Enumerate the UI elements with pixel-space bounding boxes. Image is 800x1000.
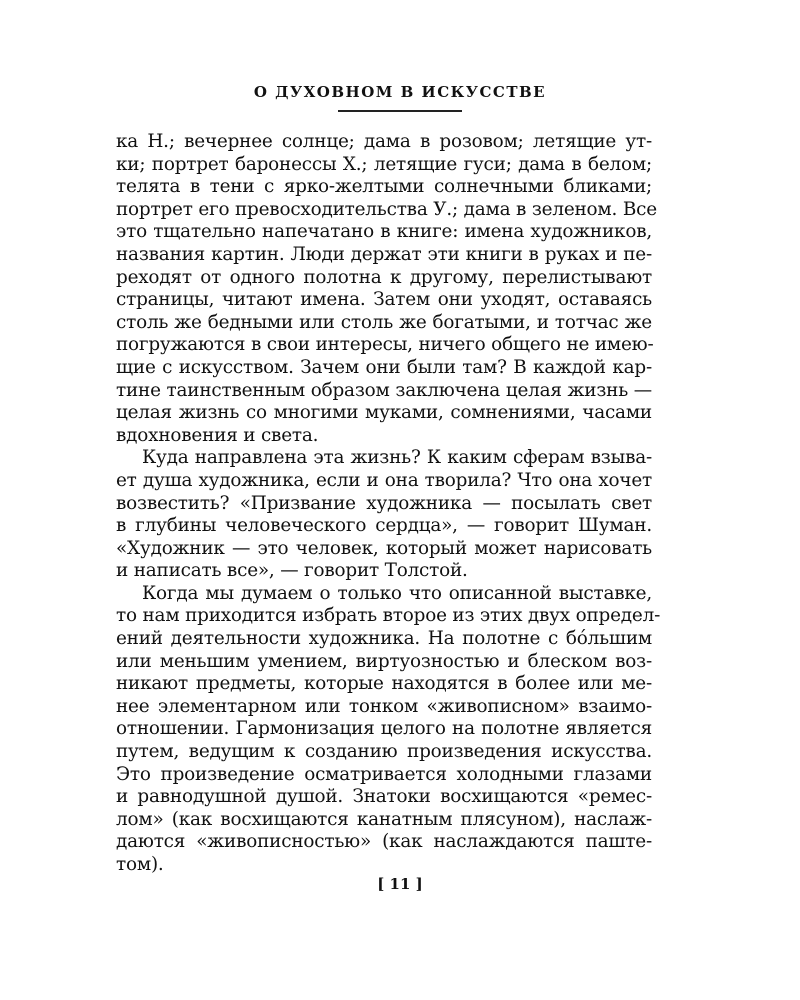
- page-header: [0, 83, 800, 102]
- header-rule: [338, 110, 462, 112]
- text-line: и написать все», — говорит Толстой.: [116, 560, 468, 582]
- text-line: то нам приходится избрать второе из этих двух определ-: [116, 605, 661, 627]
- text-line: тине таинственным образом заключена целая жизнь —: [116, 379, 652, 401]
- text-line: путем, ведущим к созданию произведения искусства.: [116, 741, 652, 763]
- text-line: возвестить? «Призвание художника — посылать свет: [116, 492, 652, 514]
- text-line: в глубины человеческого сердца», — говорит Шуман.: [116, 515, 652, 537]
- text-line: ет душа художника, если и она творила? Что она хочет: [116, 469, 652, 491]
- text-line: это тщательно напечатано в книге: имена художников,: [116, 221, 652, 243]
- text-line: ений деятельности художника. На полотне с бóльшим: [116, 628, 652, 650]
- text-line: и равнодушной душой. Знатоки восхищаются «ремес-: [116, 786, 652, 808]
- text-line: щие с искусством. Зачем они были там? В каждой кар-: [116, 356, 652, 378]
- text-line: лом» (как восхищаются канатным плясуном), наслаж-: [116, 808, 652, 830]
- text-line: Куда направлена эта жизнь? К каким сферам взыва-: [142, 447, 652, 469]
- text-line: «Художник — это человек, который может нарисовать: [116, 537, 652, 559]
- page-number: [ 11 ]: [377, 875, 423, 893]
- text-line: или меньшим умением, виртуозностью и блеском воз-: [116, 650, 652, 672]
- text-line: никают предметы, которые находятся в более или ме-: [116, 673, 652, 695]
- text-line: Когда мы думаем о только что описанной выставке,: [142, 582, 652, 604]
- text-line: вдохновения и света.: [116, 424, 319, 446]
- text-line: реходят от одного полотна к другому, перелистывают: [116, 266, 652, 288]
- text-line: страницы, читают имена. Затем они уходят, оставаясь: [116, 289, 652, 311]
- text-line: нее элементарном или тонком «живописном» взаимо-: [116, 695, 652, 717]
- text-line: ки; портрет баронессы X.; летящие гуси; дама в белом;: [116, 153, 652, 175]
- body-text: [116, 131, 661, 877]
- text-line: отношении. Гармонизация целого на полотне является: [116, 718, 652, 740]
- text-line: ка Н.; вечернее солнце; дама в розовом; летящие ут-: [116, 131, 652, 152]
- text-line: погружаются в свои интересы, ничего общего не имею-: [116, 334, 654, 356]
- text-line: столь же бедными или столь же богатыми, и тотчас же: [116, 311, 652, 333]
- text-line: Это произведение осматривается холодными глазами: [116, 763, 652, 785]
- text-line: портрет его превосходительства У.; дама в зеленом. Все: [116, 198, 657, 220]
- text-line: том).: [116, 854, 164, 875]
- text-line: даются «живописностью» (как наслаждаются паште-: [116, 831, 652, 853]
- text-line: целая жизнь со многими муками, сомнениями, часами: [116, 402, 652, 424]
- text-line: названия картин. Люди держат эти книги в руках и пе-: [116, 243, 652, 265]
- text-line: телята в тени с ярко-желтыми солнечными бликами;: [116, 176, 652, 198]
- running-title: О ДУХОВНОМ В ИСКУССТВЕ: [253, 83, 547, 101]
